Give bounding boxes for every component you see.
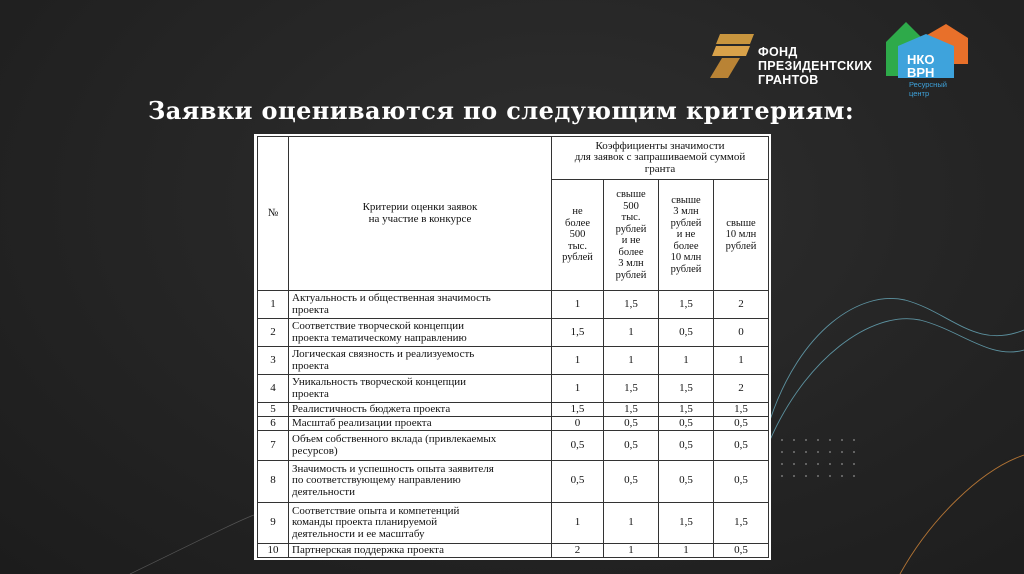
header-criteria-line-2: на участие в конкурсе bbox=[368, 212, 472, 225]
criteria-table bbox=[257, 136, 769, 558]
subheader-text: более bbox=[564, 217, 590, 229]
criterion-line: деятельности bbox=[292, 485, 355, 498]
slide-title: Заявки оцениваются по следующим критериям: bbox=[148, 96, 855, 125]
nko-sub-line-2: центр bbox=[909, 88, 930, 98]
subheader-text: не bbox=[572, 206, 583, 218]
criterion-line: Партнерская поддержка проекта bbox=[292, 543, 444, 556]
row-number: 8 bbox=[258, 460, 289, 502]
subheader-text: 10 млн bbox=[725, 229, 757, 241]
coef-cell: 0 bbox=[552, 417, 604, 431]
subheader-text: свыше bbox=[671, 194, 701, 206]
criterion-line: проекта bbox=[292, 359, 329, 372]
coef-cell: 0,5 bbox=[714, 543, 769, 557]
coef-cell: 1 bbox=[604, 319, 659, 347]
coef-cell: 1 bbox=[552, 375, 604, 403]
coef-cell: 1,5 bbox=[659, 502, 714, 543]
fpg-line-1: ФОНД bbox=[758, 45, 798, 59]
coef-cell: 1 bbox=[604, 502, 659, 543]
subheader-text: и не bbox=[621, 235, 641, 246]
row-number: 1 bbox=[258, 291, 289, 319]
coef-cell: 1,5 bbox=[604, 375, 659, 403]
coef-cell: 0 bbox=[714, 319, 769, 347]
coef-cell: 1 bbox=[604, 543, 659, 557]
coef-cell: 0,5 bbox=[659, 431, 714, 460]
coef-cell: 1 bbox=[659, 347, 714, 375]
coef-cell: 0,5 bbox=[552, 460, 604, 502]
nko-line-2: ВРН bbox=[907, 65, 935, 80]
subheader-text: свыше bbox=[726, 217, 756, 229]
criterion-line: Масштаб реализации проекта bbox=[292, 417, 432, 430]
table-row bbox=[258, 291, 769, 319]
subheader-text: тыс. bbox=[568, 240, 587, 252]
coef-cell: 0,5 bbox=[552, 431, 604, 460]
criterion-line: Объем собственного вклада (привлекаемых bbox=[292, 433, 497, 446]
row-criterion bbox=[289, 417, 552, 431]
criterion-line: проекта bbox=[292, 303, 329, 316]
coef-cell: 0,5 bbox=[659, 417, 714, 431]
criterion-line: Соответствие творческой концепции bbox=[292, 320, 464, 333]
criterion-line: Логическая связность и реализуемость bbox=[292, 348, 475, 361]
subheader-text: тыс. bbox=[621, 212, 641, 223]
criterion-line: деятельности и ее масштабу bbox=[292, 527, 425, 540]
criteria-document bbox=[254, 134, 771, 560]
subheader-text: рублей bbox=[615, 223, 647, 235]
coef-cell: 0,5 bbox=[659, 460, 714, 502]
header-group-line-2: для заявок с запрашиваемой суммой bbox=[574, 151, 746, 164]
subheader-text: 3 млн bbox=[673, 206, 699, 218]
row-criterion bbox=[289, 460, 552, 502]
table-row bbox=[258, 417, 769, 431]
subheader-col-1 bbox=[552, 180, 604, 291]
subheader-text: и не bbox=[676, 229, 696, 241]
coef-cell: 0,5 bbox=[659, 319, 714, 347]
criterion-line: Значимость и успешность опыта заявителя bbox=[292, 462, 494, 475]
row-number: 7 bbox=[258, 431, 289, 460]
coef-cell: 0,5 bbox=[604, 460, 659, 502]
criterion-line: Актуальность и общественная значимость bbox=[292, 292, 491, 305]
coef-cell: 1,5 bbox=[604, 291, 659, 319]
table-row bbox=[258, 543, 769, 557]
row-number: 2 bbox=[258, 319, 289, 347]
coef-cell: 1 bbox=[552, 502, 604, 543]
coef-cell: 1 bbox=[659, 543, 714, 557]
nko-line-1: НКО bbox=[907, 52, 935, 67]
coef-cell: 1 bbox=[604, 347, 659, 375]
subheader-text: рублей bbox=[725, 240, 757, 252]
row-criterion bbox=[289, 291, 552, 319]
fpg-logo bbox=[710, 30, 875, 90]
row-criterion bbox=[289, 319, 552, 347]
coef-cell: 1 bbox=[714, 347, 769, 375]
coef-cell: 1,5 bbox=[659, 291, 714, 319]
nko-vrn-logo bbox=[884, 20, 974, 105]
criterion-line: Уникальность творческой концепции bbox=[292, 376, 467, 389]
row-number: 5 bbox=[258, 403, 289, 417]
header-criteria bbox=[289, 137, 552, 291]
header-number: № bbox=[258, 137, 289, 291]
coef-cell: 0,5 bbox=[714, 417, 769, 431]
subheader-text: 500 bbox=[623, 200, 639, 212]
subheader-text: более bbox=[618, 246, 644, 258]
header-group-line-3: гранта bbox=[644, 162, 676, 175]
header-criteria-line-1: Критерии оценки заявок bbox=[362, 201, 478, 213]
subheader-text: рублей bbox=[670, 217, 702, 229]
coef-cell: 1,5 bbox=[714, 502, 769, 543]
row-criterion bbox=[289, 347, 552, 375]
coef-cell: 1 bbox=[552, 291, 604, 319]
row-number: 9 bbox=[258, 502, 289, 543]
subheader-col-2 bbox=[604, 180, 659, 291]
header-group-line-1: Коэффициенты значимости bbox=[595, 139, 725, 152]
coef-cell: 1,5 bbox=[604, 403, 659, 417]
row-criterion bbox=[289, 431, 552, 460]
header-coefficients bbox=[552, 137, 769, 180]
subheader-col-4 bbox=[714, 180, 769, 291]
criterion-line: ресурсов) bbox=[292, 444, 338, 457]
criterion-line: Соответствие опыта и компетенций bbox=[292, 504, 460, 517]
subheader-col-3 bbox=[659, 180, 714, 291]
coef-cell: 1,5 bbox=[552, 403, 604, 417]
fpg-emblem-icon bbox=[710, 32, 754, 80]
criterion-line: по соответствующему направлению bbox=[292, 474, 461, 487]
table-row bbox=[258, 403, 769, 417]
nko-sub-line-1: Ресурсный bbox=[909, 80, 947, 89]
table-row bbox=[258, 460, 769, 502]
coef-cell: 0,5 bbox=[604, 431, 659, 460]
criterion-line: команды проекта планируемой bbox=[292, 516, 438, 529]
table-row bbox=[258, 431, 769, 460]
subheader-text: рублей bbox=[615, 269, 647, 281]
coef-cell: 1,5 bbox=[714, 403, 769, 417]
row-number: 10 bbox=[258, 543, 289, 557]
subheader-text: 3 млн bbox=[618, 258, 644, 269]
coef-cell: 0,5 bbox=[604, 417, 659, 431]
subheader-text: более bbox=[673, 240, 699, 252]
criterion-line: Реалистичность бюджета проекта bbox=[292, 403, 451, 416]
table-row bbox=[258, 502, 769, 543]
coef-cell: 1 bbox=[552, 347, 604, 375]
table-row bbox=[258, 319, 769, 347]
table-row bbox=[258, 347, 769, 375]
coef-cell: 2 bbox=[552, 543, 604, 557]
coef-cell: 2 bbox=[714, 291, 769, 319]
fpg-line-2: ПРЕЗИДЕНТСКИХ bbox=[758, 59, 873, 73]
criterion-line: проекта bbox=[292, 387, 329, 400]
row-number: 6 bbox=[258, 417, 289, 431]
coef-cell: 1,5 bbox=[659, 403, 714, 417]
subheader-text: 500 bbox=[569, 229, 586, 241]
row-number: 4 bbox=[258, 375, 289, 403]
subheader-text: свыше bbox=[616, 189, 646, 200]
fpg-logo-text bbox=[758, 45, 872, 87]
coef-cell: 0,5 bbox=[714, 460, 769, 502]
row-criterion bbox=[289, 375, 552, 403]
nko-logo-subtitle bbox=[909, 81, 947, 98]
coef-cell: 1,5 bbox=[659, 375, 714, 403]
fpg-line-3: ГРАНТОВ bbox=[758, 73, 819, 87]
row-number: 3 bbox=[258, 347, 289, 375]
table-row bbox=[258, 375, 769, 403]
coef-cell: 1,5 bbox=[552, 319, 604, 347]
criterion-line: проекта тематическому направлению bbox=[292, 331, 467, 344]
subheader-text: 10 млн bbox=[670, 252, 702, 264]
row-criterion bbox=[289, 502, 552, 543]
row-criterion bbox=[289, 543, 552, 557]
row-criterion bbox=[289, 403, 552, 417]
coef-cell: 2 bbox=[714, 375, 769, 403]
coef-cell: 0,5 bbox=[714, 431, 769, 460]
subheader-text: рублей bbox=[562, 252, 593, 264]
nko-logo-text bbox=[907, 53, 934, 79]
subheader-text: рублей bbox=[670, 263, 702, 275]
